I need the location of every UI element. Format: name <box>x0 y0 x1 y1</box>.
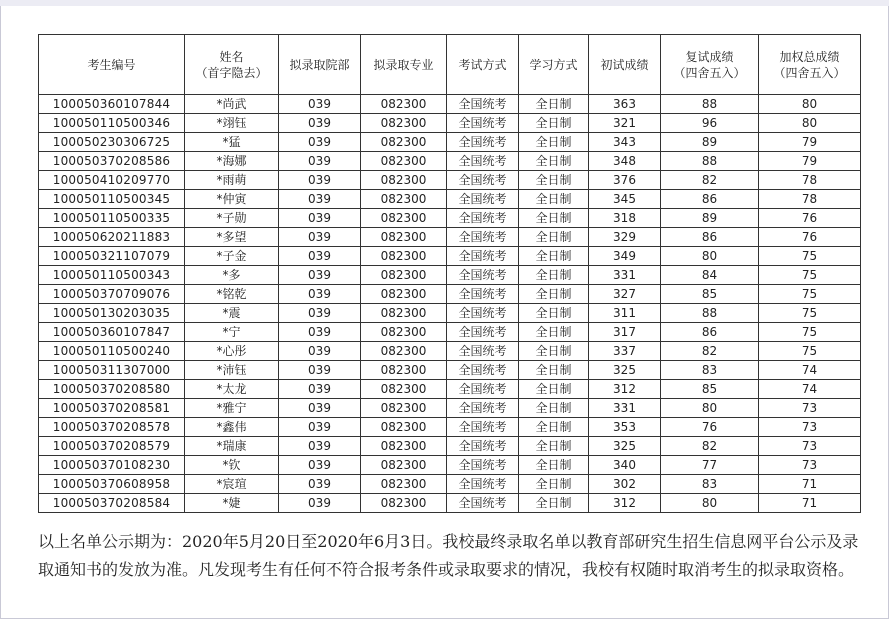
cell-exam-type: 全国统考 <box>447 133 519 152</box>
cell-weighted-score: 79 <box>759 152 861 171</box>
table-row <box>39 437 861 456</box>
cell-candidate-id: 100050110500343 <box>39 266 185 285</box>
cell-initial-score: 311 <box>589 304 661 323</box>
cell-retest-score: 88 <box>661 95 759 114</box>
cell-weighted-score: 75 <box>759 304 861 323</box>
table-row <box>39 171 861 190</box>
cell-weighted-score: 71 <box>759 475 861 494</box>
cell-weighted-score: 80 <box>759 95 861 114</box>
cell-name: *子金 <box>185 247 279 266</box>
header-department <box>279 35 361 95</box>
cell-major: 082300 <box>361 133 447 152</box>
cell-major: 082300 <box>361 323 447 342</box>
cell-retest-score: 83 <box>661 475 759 494</box>
cell-candidate-id: 100050370208584 <box>39 494 185 513</box>
cell-candidate-id: 100050410209770 <box>39 171 185 190</box>
header-sublabel: （四舍五入） <box>673 65 746 80</box>
cell-name: *尚武 <box>185 95 279 114</box>
cell-exam-type: 全国统考 <box>447 266 519 285</box>
cell-major: 082300 <box>361 228 447 247</box>
cell-name: *宸瑄 <box>185 475 279 494</box>
cell-major: 082300 <box>361 190 447 209</box>
header-label: 复试成绩 <box>685 49 734 64</box>
cell-initial-score: 318 <box>589 209 661 228</box>
cell-weighted-score: 73 <box>759 437 861 456</box>
cell-department: 039 <box>279 323 361 342</box>
cell-initial-score: 331 <box>589 399 661 418</box>
header-label: 拟录取专业 <box>373 57 434 72</box>
cell-weighted-score: 71 <box>759 494 861 513</box>
cell-weighted-score: 75 <box>759 323 861 342</box>
cell-weighted-score: 75 <box>759 285 861 304</box>
cell-weighted-score: 80 <box>759 114 861 133</box>
header-label: 学习方式 <box>529 57 578 72</box>
cell-major: 082300 <box>361 266 447 285</box>
cell-study-mode: 全日制 <box>519 247 589 266</box>
cell-major: 082300 <box>361 304 447 323</box>
cell-initial-score: 331 <box>589 266 661 285</box>
cell-major: 082300 <box>361 285 447 304</box>
cell-weighted-score: 78 <box>759 171 861 190</box>
cell-department: 039 <box>279 152 361 171</box>
admission-list-table <box>38 34 861 513</box>
cell-department: 039 <box>279 266 361 285</box>
cell-study-mode: 全日制 <box>519 171 589 190</box>
cell-department: 039 <box>279 133 361 152</box>
cell-exam-type: 全国统考 <box>447 285 519 304</box>
cell-retest-score: 85 <box>661 380 759 399</box>
table-row <box>39 380 861 399</box>
cell-initial-score: 353 <box>589 418 661 437</box>
cell-retest-score: 82 <box>661 342 759 361</box>
cell-weighted-score: 73 <box>759 399 861 418</box>
header-row <box>39 35 861 95</box>
header-retest-score <box>661 35 759 95</box>
cell-exam-type: 全国统考 <box>447 209 519 228</box>
cell-candidate-id: 100050110500240 <box>39 342 185 361</box>
cell-major: 082300 <box>361 342 447 361</box>
cell-study-mode: 全日制 <box>519 399 589 418</box>
header-label: 姓名 <box>219 49 244 64</box>
cell-candidate-id: 100050230306725 <box>39 133 185 152</box>
table-row <box>39 418 861 437</box>
cell-study-mode: 全日制 <box>519 152 589 171</box>
header-weighted-score <box>759 35 861 95</box>
cell-name: *翊钰 <box>185 114 279 133</box>
cell-study-mode: 全日制 <box>519 380 589 399</box>
cell-major: 082300 <box>361 456 447 475</box>
cell-department: 039 <box>279 228 361 247</box>
cell-exam-type: 全国统考 <box>447 171 519 190</box>
cell-retest-score: 80 <box>661 399 759 418</box>
cell-candidate-id: 100050370208579 <box>39 437 185 456</box>
cell-department: 039 <box>279 95 361 114</box>
cell-weighted-score: 76 <box>759 228 861 247</box>
cell-exam-type: 全国统考 <box>447 95 519 114</box>
cell-weighted-score: 74 <box>759 361 861 380</box>
cell-major: 082300 <box>361 114 447 133</box>
cell-name: *宁 <box>185 323 279 342</box>
cell-exam-type: 全国统考 <box>447 152 519 171</box>
cell-retest-score: 84 <box>661 266 759 285</box>
table-row <box>39 247 861 266</box>
cell-study-mode: 全日制 <box>519 133 589 152</box>
cell-name: *海娜 <box>185 152 279 171</box>
notice-text: 以上名单公示期为：2020年5月20日至2020年6月3日。我校最终录取名单以教育部研究生招生信息网平台公示及录取通知书的发放为准。凡发现考生有任何不符合报考条件或录取要求的情况，我校有权随时取消考生的拟录取资格。 <box>38 532 859 579</box>
cell-candidate-id: 100050110500346 <box>39 114 185 133</box>
table-row <box>39 323 861 342</box>
cell-exam-type: 全国统考 <box>447 304 519 323</box>
cell-exam-type: 全国统考 <box>447 437 519 456</box>
cell-retest-score: 86 <box>661 323 759 342</box>
table-row <box>39 342 861 361</box>
cell-exam-type: 全国统考 <box>447 380 519 399</box>
cell-study-mode: 全日制 <box>519 190 589 209</box>
cell-major: 082300 <box>361 494 447 513</box>
cell-department: 039 <box>279 209 361 228</box>
cell-candidate-id: 100050311307000 <box>39 361 185 380</box>
cell-initial-score: 345 <box>589 190 661 209</box>
cell-candidate-id: 100050370208578 <box>39 418 185 437</box>
cell-exam-type: 全国统考 <box>447 342 519 361</box>
cell-initial-score: 340 <box>589 456 661 475</box>
table-row <box>39 304 861 323</box>
cell-retest-score: 82 <box>661 437 759 456</box>
cell-study-mode: 全日制 <box>519 342 589 361</box>
header-label: 考生编号 <box>87 57 136 72</box>
cell-weighted-score: 73 <box>759 418 861 437</box>
cell-weighted-score: 78 <box>759 190 861 209</box>
table-row <box>39 456 861 475</box>
cell-candidate-id: 100050370208586 <box>39 152 185 171</box>
cell-study-mode: 全日制 <box>519 361 589 380</box>
cell-name: *铭乾 <box>185 285 279 304</box>
cell-retest-score: 80 <box>661 247 759 266</box>
cell-major: 082300 <box>361 209 447 228</box>
table-row <box>39 133 861 152</box>
cell-major: 082300 <box>361 247 447 266</box>
cell-initial-score: 321 <box>589 114 661 133</box>
table-row <box>39 361 861 380</box>
cell-weighted-score: 74 <box>759 380 861 399</box>
cell-department: 039 <box>279 380 361 399</box>
cell-initial-score: 348 <box>589 152 661 171</box>
cell-name: *震 <box>185 304 279 323</box>
cell-name: *太龙 <box>185 380 279 399</box>
cell-name: *子勋 <box>185 209 279 228</box>
cell-initial-score: 312 <box>589 380 661 399</box>
table-header <box>39 35 861 95</box>
cell-department: 039 <box>279 456 361 475</box>
cell-exam-type: 全国统考 <box>447 361 519 380</box>
cell-retest-score: 96 <box>661 114 759 133</box>
table-row <box>39 95 861 114</box>
cell-retest-score: 89 <box>661 133 759 152</box>
cell-major: 082300 <box>361 361 447 380</box>
cell-study-mode: 全日制 <box>519 95 589 114</box>
cell-weighted-score: 76 <box>759 209 861 228</box>
cell-department: 039 <box>279 475 361 494</box>
cell-major: 082300 <box>361 475 447 494</box>
cell-candidate-id: 100050130203035 <box>39 304 185 323</box>
cell-study-mode: 全日制 <box>519 494 589 513</box>
header-sublabel: （四舍五入） <box>773 65 846 80</box>
table-row <box>39 228 861 247</box>
cell-exam-type: 全国统考 <box>447 247 519 266</box>
cell-weighted-score: 75 <box>759 266 861 285</box>
table-row <box>39 399 861 418</box>
cell-retest-score: 85 <box>661 285 759 304</box>
cell-study-mode: 全日制 <box>519 114 589 133</box>
cell-candidate-id: 100050360107847 <box>39 323 185 342</box>
cell-study-mode: 全日制 <box>519 323 589 342</box>
cell-department: 039 <box>279 285 361 304</box>
header-candidate-id <box>39 35 185 95</box>
cell-name: *瑞康 <box>185 437 279 456</box>
cell-major: 082300 <box>361 437 447 456</box>
cell-major: 082300 <box>361 152 447 171</box>
cell-retest-score: 82 <box>661 171 759 190</box>
cell-exam-type: 全国统考 <box>447 114 519 133</box>
cell-study-mode: 全日制 <box>519 304 589 323</box>
cell-department: 039 <box>279 399 361 418</box>
cell-retest-score: 86 <box>661 228 759 247</box>
cell-name: *多望 <box>185 228 279 247</box>
cell-study-mode: 全日制 <box>519 228 589 247</box>
header-study-mode <box>519 35 589 95</box>
cell-exam-type: 全国统考 <box>447 456 519 475</box>
cell-department: 039 <box>279 361 361 380</box>
header-initial-score <box>589 35 661 95</box>
cell-initial-score: 337 <box>589 342 661 361</box>
table-row <box>39 285 861 304</box>
cell-name: *鑫伟 <box>185 418 279 437</box>
cell-weighted-score: 73 <box>759 456 861 475</box>
cell-candidate-id: 100050321107079 <box>39 247 185 266</box>
cell-major: 082300 <box>361 399 447 418</box>
cell-retest-score: 86 <box>661 190 759 209</box>
cell-department: 039 <box>279 437 361 456</box>
cell-initial-score: 302 <box>589 475 661 494</box>
cell-name: *仲寅 <box>185 190 279 209</box>
cell-department: 039 <box>279 171 361 190</box>
cell-exam-type: 全国统考 <box>447 323 519 342</box>
header-label: 加权总成绩 <box>779 49 840 64</box>
cell-major: 082300 <box>361 95 447 114</box>
cell-retest-score: 80 <box>661 494 759 513</box>
header-exam-type <box>447 35 519 95</box>
cell-retest-score: 76 <box>661 418 759 437</box>
cell-candidate-id: 100050370108230 <box>39 456 185 475</box>
cell-study-mode: 全日制 <box>519 418 589 437</box>
cell-candidate-id: 100050110500335 <box>39 209 185 228</box>
cell-study-mode: 全日制 <box>519 437 589 456</box>
cell-exam-type: 全国统考 <box>447 418 519 437</box>
cell-retest-score: 83 <box>661 361 759 380</box>
cell-exam-type: 全国统考 <box>447 475 519 494</box>
cell-name: *沛钰 <box>185 361 279 380</box>
cell-major: 082300 <box>361 418 447 437</box>
cell-retest-score: 77 <box>661 456 759 475</box>
cell-exam-type: 全国统考 <box>447 228 519 247</box>
cell-initial-score: 327 <box>589 285 661 304</box>
cell-name: *雨萌 <box>185 171 279 190</box>
cell-study-mode: 全日制 <box>519 266 589 285</box>
cell-weighted-score: 79 <box>759 133 861 152</box>
cell-weighted-score: 75 <box>759 342 861 361</box>
cell-department: 039 <box>279 418 361 437</box>
cell-initial-score: 363 <box>589 95 661 114</box>
header-label: 初试成绩 <box>600 57 649 72</box>
cell-initial-score: 329 <box>589 228 661 247</box>
cell-initial-score: 343 <box>589 133 661 152</box>
cell-name: *婕 <box>185 494 279 513</box>
cell-department: 039 <box>279 494 361 513</box>
cell-name: *钦 <box>185 456 279 475</box>
cell-initial-score: 325 <box>589 361 661 380</box>
cell-candidate-id: 100050620211883 <box>39 228 185 247</box>
cell-candidate-id: 100050360107844 <box>39 95 185 114</box>
header-name <box>185 35 279 95</box>
cell-department: 039 <box>279 342 361 361</box>
cell-study-mode: 全日制 <box>519 475 589 494</box>
header-label: 拟录取院部 <box>289 57 350 72</box>
table-row <box>39 209 861 228</box>
table-row <box>39 152 861 171</box>
cell-retest-score: 88 <box>661 304 759 323</box>
table-row <box>39 494 861 513</box>
header-sublabel: （首字隐去） <box>195 65 268 80</box>
cell-initial-score: 325 <box>589 437 661 456</box>
cell-retest-score: 89 <box>661 209 759 228</box>
cell-department: 039 <box>279 190 361 209</box>
cell-name: *雅宁 <box>185 399 279 418</box>
header-major <box>361 35 447 95</box>
cell-department: 039 <box>279 304 361 323</box>
cell-initial-score: 312 <box>589 494 661 513</box>
cell-initial-score: 376 <box>589 171 661 190</box>
cell-study-mode: 全日制 <box>519 209 589 228</box>
table-row <box>39 114 861 133</box>
cell-name: *多 <box>185 266 279 285</box>
cell-initial-score: 349 <box>589 247 661 266</box>
cell-retest-score: 88 <box>661 152 759 171</box>
cell-major: 082300 <box>361 380 447 399</box>
cell-exam-type: 全国统考 <box>447 494 519 513</box>
cell-candidate-id: 100050370208581 <box>39 399 185 418</box>
cell-initial-score: 317 <box>589 323 661 342</box>
cell-exam-type: 全国统考 <box>447 190 519 209</box>
table-body <box>39 95 861 513</box>
cell-department: 039 <box>279 247 361 266</box>
cell-major: 082300 <box>361 171 447 190</box>
header-label: 考试方式 <box>458 57 507 72</box>
cell-name: *心彤 <box>185 342 279 361</box>
cell-exam-type: 全国统考 <box>447 399 519 418</box>
cell-weighted-score: 75 <box>759 247 861 266</box>
table-row <box>39 190 861 209</box>
cell-candidate-id: 100050370709076 <box>39 285 185 304</box>
cell-candidate-id: 100050370608958 <box>39 475 185 494</box>
cell-candidate-id: 100050110500345 <box>39 190 185 209</box>
cell-study-mode: 全日制 <box>519 285 589 304</box>
table-row <box>39 266 861 285</box>
cell-department: 039 <box>279 114 361 133</box>
table-row <box>39 475 861 494</box>
cell-study-mode: 全日制 <box>519 456 589 475</box>
top-band <box>0 0 889 6</box>
cell-name: *猛 <box>185 133 279 152</box>
cell-candidate-id: 100050370208580 <box>39 380 185 399</box>
